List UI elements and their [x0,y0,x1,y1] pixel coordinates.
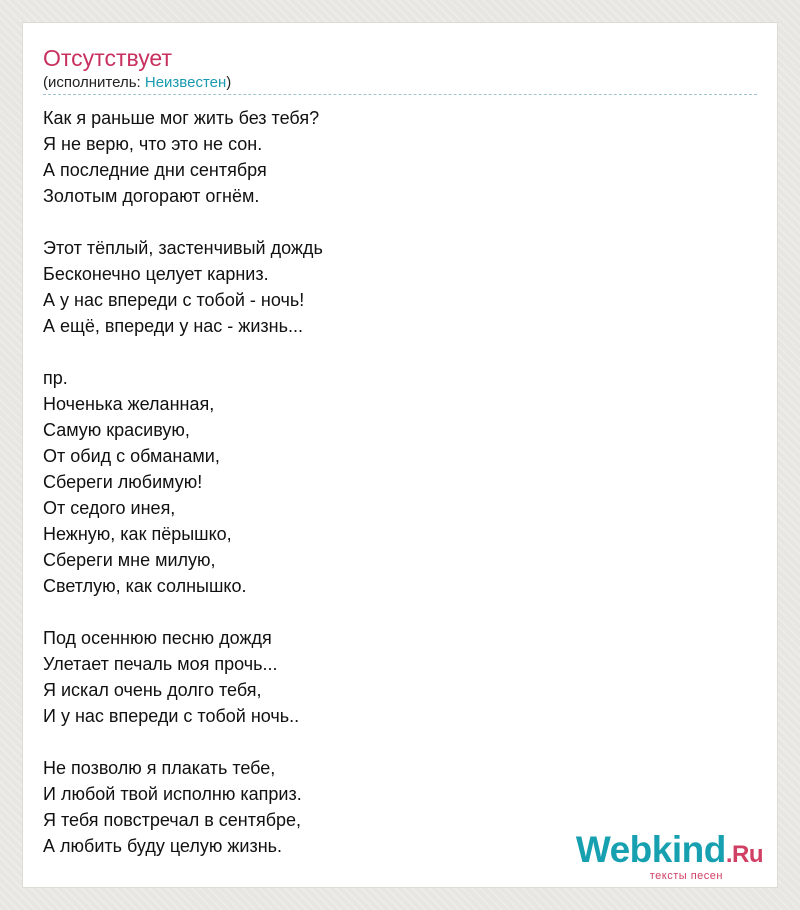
lyric-line: Этот тёплый, застенчивый дождь [43,238,323,258]
lyric-line: А у нас впереди с тобой - ночь! [43,290,305,310]
stanza-gap [43,209,323,235]
lyric-line: Золотым догорают огнём. [43,186,260,206]
lyric-line: Как я раньше мог жить без тебя? [43,108,320,128]
stanza-gap [43,729,323,755]
artist-line [43,74,231,91]
lyric-line: И любой твой исполню каприз. [43,784,302,804]
artist-link[interactable]: Неизвестен [144,74,227,91]
lyrics-card [22,22,778,888]
logo-name: Webkind [575,829,726,870]
stanza-gap [43,339,323,365]
site-logo[interactable] [576,831,763,882]
lyric-line: Я искал очень долго тебя, [43,680,262,700]
lyric-line: пр. [43,368,68,388]
logo-wordmark [576,831,763,874]
artist-prefix: (исполнитель: [43,74,145,91]
lyrics-text [43,105,323,859]
lyric-line: Сбереги любимую! [43,472,203,492]
lyric-line: И у нас впереди с тобой ночь.. [43,706,300,726]
artist-suffix: ) [226,74,232,91]
lyric-line: А ещё, впереди у нас - жизнь... [43,316,303,336]
logo-tld: .Ru [725,841,763,868]
stanza-gap [43,599,323,625]
lyric-line: А последние дни сентября [43,160,267,180]
lyric-line: Бесконечно целует карниз. [43,264,269,284]
lyric-line: Под осеннюю песню дождя [43,628,272,648]
lyric-line: Сбереги мне милую, [43,550,216,570]
lyric-line: Не позволю я плакать тебе, [43,758,276,778]
divider [43,94,757,95]
logo-tagline: тексты песен [649,870,723,882]
lyric-line: Светлую, как солнышко. [43,576,247,596]
lyric-line: Улетает печаль моя прочь... [43,654,278,674]
song-title: Отсутствует [43,45,172,71]
lyric-line: Самую красивую, [43,420,190,440]
lyric-line: Нежную, как пёрышко, [43,524,232,544]
lyric-line: От седого инея, [43,498,176,518]
lyric-line: От обид с обманами, [43,446,220,466]
lyric-line: Я не верю, что это не сон. [43,134,263,154]
lyric-line: Ноченька желанная, [43,394,215,414]
lyric-line: А любить буду целую жизнь. [43,836,283,856]
lyric-line: Я тебя повстречал в сентябре, [43,810,302,830]
